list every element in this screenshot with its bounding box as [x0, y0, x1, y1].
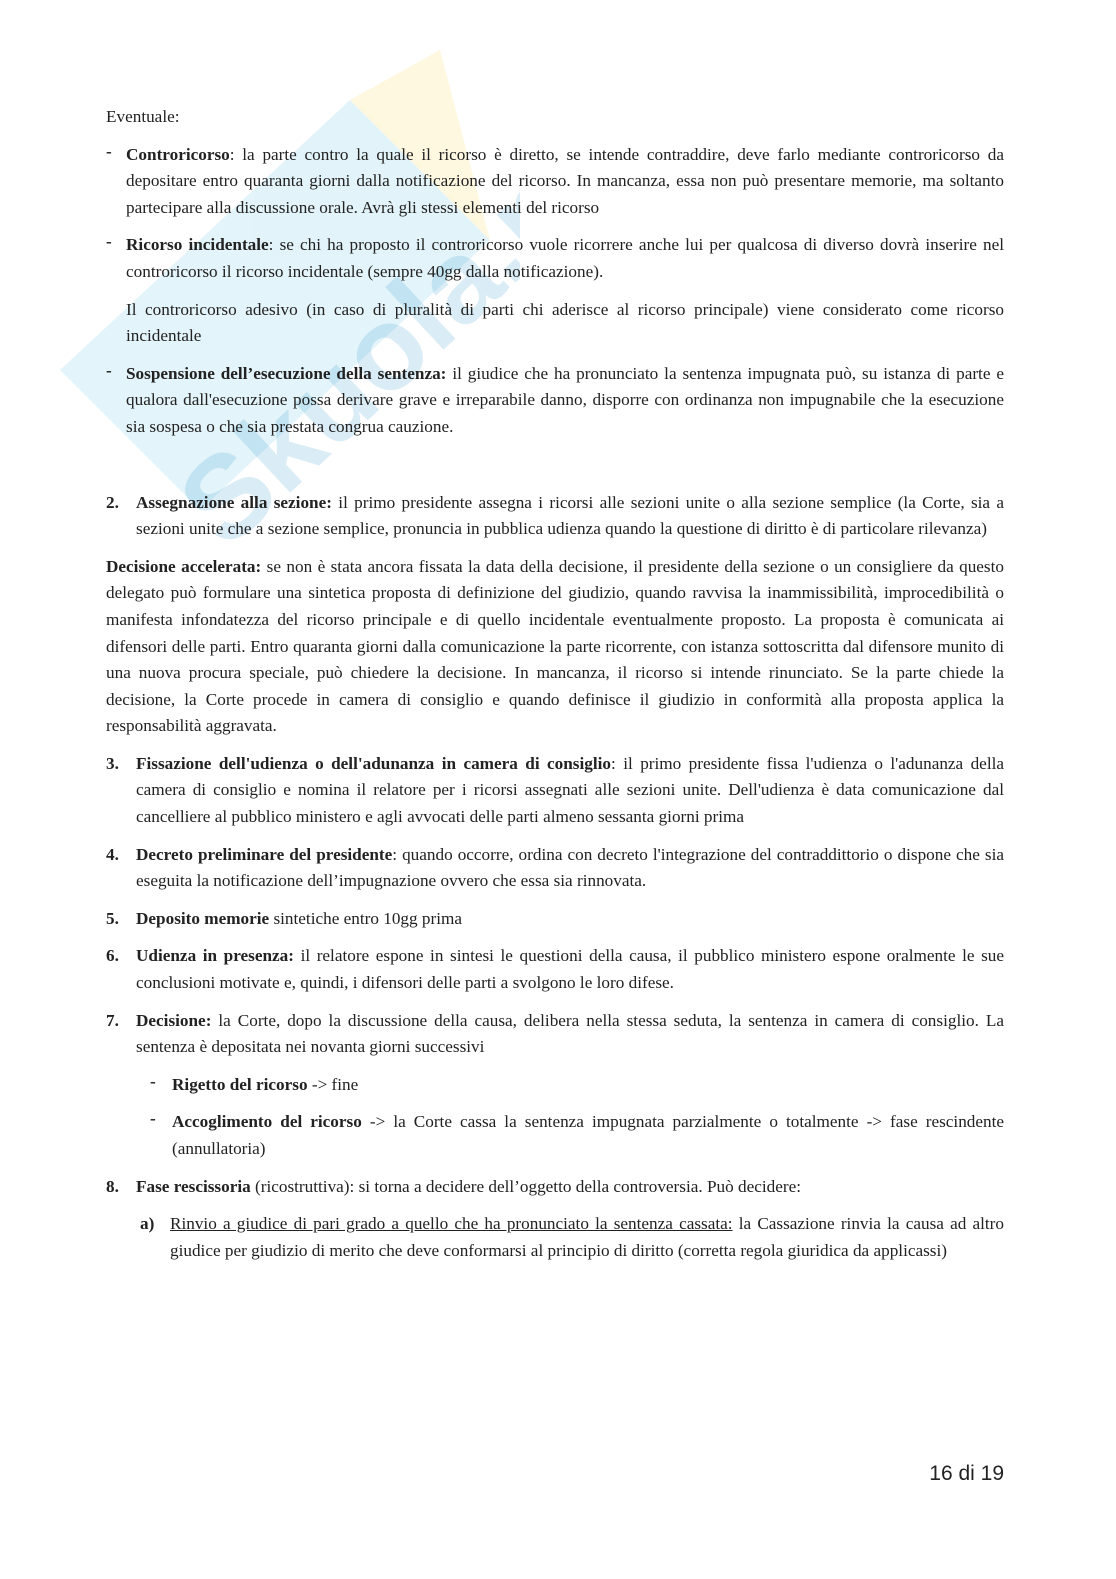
controricorso-adesivo-paragraph: Il controricorso adesivo (in caso di pluralità di parti chi aderisce al ricorso principale) viene considerato come ricorso incidentale	[126, 299, 1004, 346]
item-heading: Ricorso incidentale	[126, 235, 269, 255]
list-item-sospensione	[106, 361, 1004, 441]
item-heading: Rigetto del ricorso	[172, 1074, 308, 1094]
lettered-item-a	[106, 1211, 1004, 1264]
dash-bullet: -	[106, 360, 112, 380]
item-number: 5.	[106, 908, 119, 928]
item-heading: Controricorso	[126, 144, 230, 164]
intro-label: Eventuale:	[106, 107, 180, 126]
item-text: : quando occorre, ordina con decreto l'integrazione del contraddittorio o dispone che sia eseguita la notificazione dell’impugnazione ovvero che essa sia rinnovata.	[136, 844, 1004, 891]
item-number: 6.	[106, 946, 119, 966]
item-text: -> la Corte cassa la sentenza impugnata parzialmente o totalmente -> fase rescindente (annullatoria)	[172, 1112, 1005, 1158]
watermark-text: Skuola.net	[154, 67, 520, 571]
numbered-item-4	[106, 842, 1004, 895]
sub-item-accoglimento	[106, 1109, 1004, 1162]
list-item-controricorso	[106, 142, 1004, 222]
item-text: sintetiche entro 10gg prima	[269, 908, 463, 928]
item-text: il relatore espone in sintesi le questioni della causa, il pubblico ministero espone oralmente le sue conclusioni motivate e, quindi, i difensori delle parti a svolgono le loro difese.	[136, 946, 1004, 993]
item-text: : la parte contro la quale il ricorso è diretto, se intende contraddire, deve farlo mediante controricorso da depositare entro quaranta giorni dalla notificazione del ricorso. In mancanza, essa non può presentare memorie, ma soltanto partecipare alla discussione orale. Avrà gli stessi elementi del ricorso	[126, 144, 1004, 217]
numbered-item-3	[106, 751, 1004, 831]
numbered-item-5	[106, 906, 1004, 933]
item-number: 2.	[106, 492, 119, 512]
item-text: (ricostruttiva): si torna a decidere dell’oggetto della controversia. Può decidere:	[250, 1176, 801, 1196]
item-letter: a)	[140, 1214, 155, 1234]
numbered-item-8	[106, 1174, 1004, 1201]
numbered-item-7	[106, 1008, 1004, 1061]
item-text: : il primo presidente fissa l'udienza o l'adunanza della camera di consiglio e nomina il relatore per i ricorsi assegnati alle sezioni unite. Dell'udienza è data comunicazione dal cancelliere al pubblico ministero e agli avvocati delle parti almeno sessanta giorni prima	[136, 753, 1004, 827]
item-text: il giudice che ha pronunciato la sentenza impugnata può, su istanza di parte e qualora dall'esecuzione possa derivare grave e irreparabile danno, disporre con ordinanza non impugnabile che la esecuzione sia sospesa o che sia prestata congrua cauzione.	[126, 363, 1004, 436]
dash-bullet: -	[150, 1071, 156, 1091]
dash-bullet: -	[106, 232, 112, 252]
item-underlined-heading: Rinvio a giudice di pari grado a quello che ha pronunciato la sentenza cassata:	[170, 1214, 733, 1234]
item-text: il primo presidente assegna i ricorsi alle sezioni unite o alla sezione semplice (la Corte, sia a sezioni unite che a sezione semplice, pronuncia in pubblica udienza quando la questione di diritto è di particolare rilevanza)	[136, 492, 1004, 539]
dash-bullet: -	[106, 141, 112, 161]
item-number: 4.	[106, 844, 119, 864]
sub-item-rigetto	[106, 1072, 1004, 1099]
item-text: la Cassazione rinvia la causa ad altro giudice per giudizio di merito che deve conformarsi al principio di diritto (corretta regola giuridica da applicassi)	[170, 1214, 1004, 1260]
item-text: la Corte, dopo la discussione della causa, delibera nella stessa seduta, la sentenza in camera di consiglio. La sentenza è depositata nei novanta giorni successivi	[136, 1010, 1004, 1057]
item-heading: Fase rescissoria	[136, 1176, 251, 1196]
item-number: 3.	[106, 753, 119, 773]
item-heading: Assegnazione alla sezione:	[136, 492, 332, 512]
item-heading: Decisione:	[136, 1010, 212, 1030]
item-heading: Decreto preliminare del presidente	[136, 844, 393, 864]
numbered-item-2	[106, 490, 1004, 543]
item-heading: Fissazione dell'udienza o dell'adunanza in camera di consiglio	[136, 753, 612, 773]
item-number: 7.	[106, 1010, 119, 1030]
item-heading: Accoglimento del ricorso	[172, 1112, 362, 1132]
item-heading: Deposito memorie	[136, 908, 270, 928]
document-page	[106, 104, 1004, 1275]
decisione-accelerata-paragraph	[106, 554, 1004, 740]
item-text: -> fine	[307, 1074, 359, 1094]
list-item-ricorso-incidentale	[106, 232, 1004, 285]
page-number: 16 di 19	[929, 1462, 1004, 1485]
paragraph-text: se non è stata ancora fissata la data della decisione, il presidente della sezione o un consigliere da questo delegato può formulare una sintetica proposta di definizione del giudizio, quando ravvisa la inammissibilità, improcedibilità o manifesta infondatezza del ricorso principale e di quello incidentale eventualmente proposto. La proposta è comunicata ai difensori delle parti. Entro quaranta giorni dalla comunicazione la parte ricorrente, con istanza sottoscritta dal difensore munito di una nuova procura speciale, può chiedere la decisione. In mancanza, il ricorso si intende rinunciato. Se la parte chiede la decisione, la Corte procede in camera di consiglio e quando definisce il giudizio in conformità alla proposta applica la responsabilità aggravata.	[106, 556, 1004, 736]
item-text: : se chi ha proposto il controricorso vuole ricorrere anche lui per qualcosa di diverso dovrà inserire nel controricorso il ricorso incidentale (sempre 40gg dalla notificazione).	[126, 235, 1004, 281]
item-heading: Udienza in presenza:	[136, 946, 294, 966]
item-number: 8.	[106, 1176, 119, 1196]
dash-bullet: -	[150, 1109, 156, 1129]
item-heading: Sospensione dell’esecuzione della sentenza:	[126, 363, 447, 383]
numbered-item-6	[106, 943, 1004, 996]
paragraph-heading: Decisione accelerata:	[106, 556, 262, 576]
